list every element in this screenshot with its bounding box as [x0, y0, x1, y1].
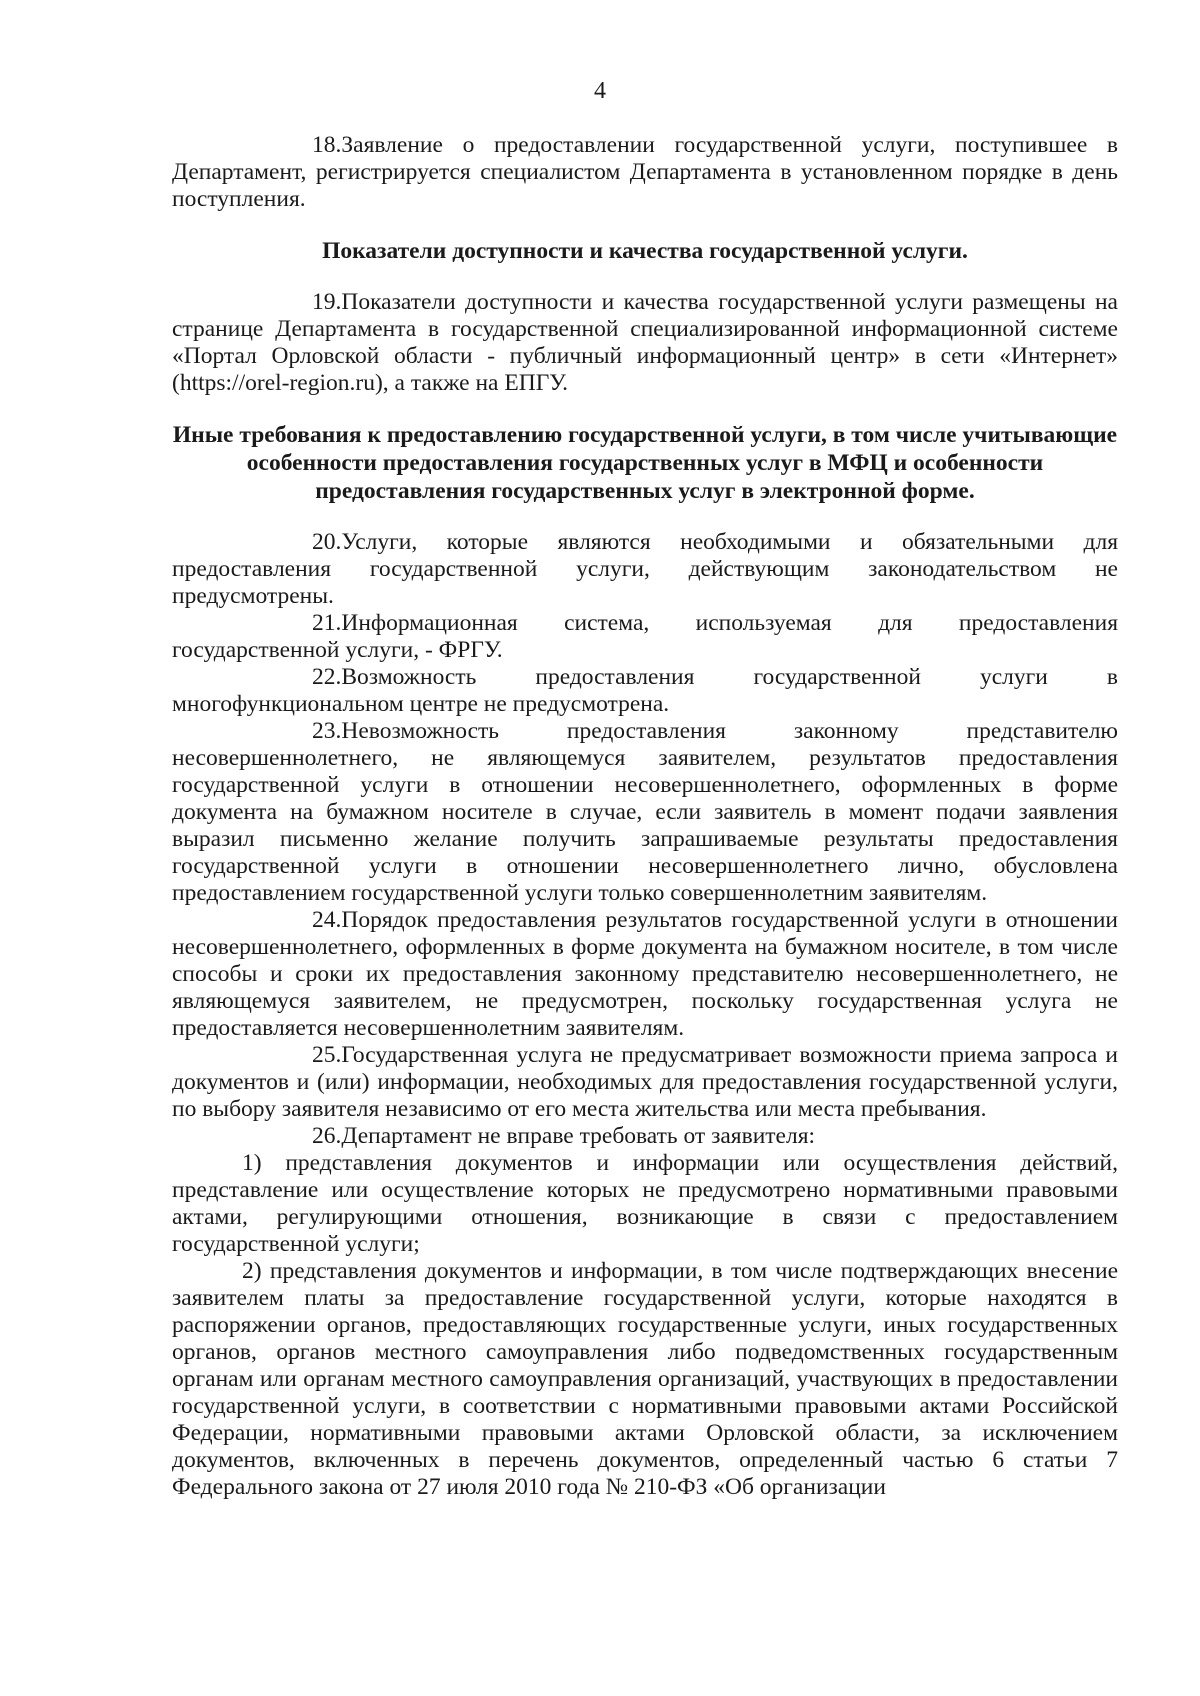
paragraph-text: Показатели доступности и качества государственной услуги размещены на странице Департамента в государственной специализированной информационной системе «Портал Орловской области - публичный информационный центр» в сети «Интернет» (https://orel-region.ru), а также на ЕПГУ.	[172, 289, 1118, 396]
paragraph-number: 23.	[312, 718, 342, 744]
paragraph-text: Информационная система, используемая для предоставления государственной услуги, - ФРГУ.	[172, 610, 1118, 663]
paragraph-19	[172, 289, 1118, 397]
paragraph-text: Возможность предоставления государственной услуги в многофункциональном центре не предусмотрена.	[172, 664, 1118, 717]
paragraph-number: 25.	[312, 1042, 342, 1068]
paragraph-20	[172, 529, 1118, 610]
paragraph-21	[172, 610, 1118, 664]
paragraph-number: 22.	[312, 664, 342, 690]
page-number: 4	[594, 78, 606, 104]
paragraph-26-subitem-1: 1) представления документов и информации или осуществления действий, представление или осуществление которых не предусмотрено нормативными правовыми актами, регулирующими отношения, возникающие в связи с предоставлением государственной услуги;	[172, 1150, 1118, 1257]
section-heading-availability: Показатели доступности и качества государственной услуги.	[322, 238, 968, 264]
paragraph-number: 21.	[312, 610, 342, 636]
paragraph-18	[172, 132, 1118, 213]
paragraph-23	[172, 718, 1118, 907]
paragraph-26	[172, 1123, 1118, 1150]
paragraph-text: Департамент не вправе требовать от заявителя:	[341, 1123, 816, 1149]
section-heading-other-requirements: Иные требования к предоставлению государственной услуги, в том числе учитывающие особенности предоставления государственных услуг в МФЦ и особенности предоставления государственных услуг в электронной форме.	[172, 422, 1118, 504]
paragraph-22	[172, 664, 1118, 718]
paragraph-24	[172, 907, 1118, 1042]
document-body	[172, 132, 1118, 1501]
paragraph-text: Невозможность предоставления законному представителю несовершеннолетнего, не являющемуся заявителем, результатов предоставления государственной услуги в отношении несовершеннолетнего, оформленных в форме документа на бумажном носителе в случае, если заявитель в момент подачи заявления выразил письменно желание получить запрашиваемые результаты предоставления государственной услуги в отношении несовершеннолетнего лично, обусловлена предоставлением государственной услуги только совершеннолетним заявителям.	[172, 718, 1118, 906]
paragraph-number: 19.	[312, 289, 342, 315]
paragraph-26-subitem-2: 2) представления документов и информации, в том числе подтверждающих внесение заявителем платы за предоставление государственной услуги, которые находятся в распоряжении органов, предоставляющих государственные услуги, иных государственных органов, органов местного самоуправления либо подведомственных государственным органам или органам местного самоуправления организаций, участвующих в предоставлении государственной услуги, в соответствии с нормативными правовыми актами Российской Федерации, нормативными правовыми актами Орловской области, за исключением документов, включенных в перечень документов, определенный частью 6 статьи 7 Федерального закона от 27 июля 2010 года № 210-ФЗ «Об организации	[172, 1258, 1118, 1500]
paragraph-text: Услуги, которые являются необходимыми и обязательными для предоставления государственной услуги, действующим законодательством не предусмотрены.	[172, 529, 1118, 609]
paragraph-number: 24.	[312, 907, 342, 933]
paragraph-number: 26.	[312, 1123, 342, 1149]
paragraph-25	[172, 1042, 1118, 1123]
paragraph-text: Заявление о предоставлении государственной услуги, поступившее в Департамент, регистрируется специалистом Департамента в установленном порядке в день поступления.	[172, 132, 1118, 212]
paragraph-text: Порядок предоставления результатов государственной услуги в отношении несовершеннолетнего, оформленных в форме документа на бумажном носителе, в том числе способы и сроки их предоставления законному представителю несовершеннолетнего, не являющемуся заявителем, не предусмотрен, поскольку государственная услуга не предоставляется несовершеннолетним заявителям.	[172, 907, 1118, 1041]
paragraph-text: Государственная услуга не предусматривает возможности приема запроса и документов и (или) информации, необходимых для предоставления государственной услуги, по выбору заявителя независимо от его места жительства или места пребывания.	[172, 1042, 1118, 1122]
paragraph-number: 18.	[312, 132, 342, 158]
paragraph-number: 20.	[312, 529, 342, 555]
